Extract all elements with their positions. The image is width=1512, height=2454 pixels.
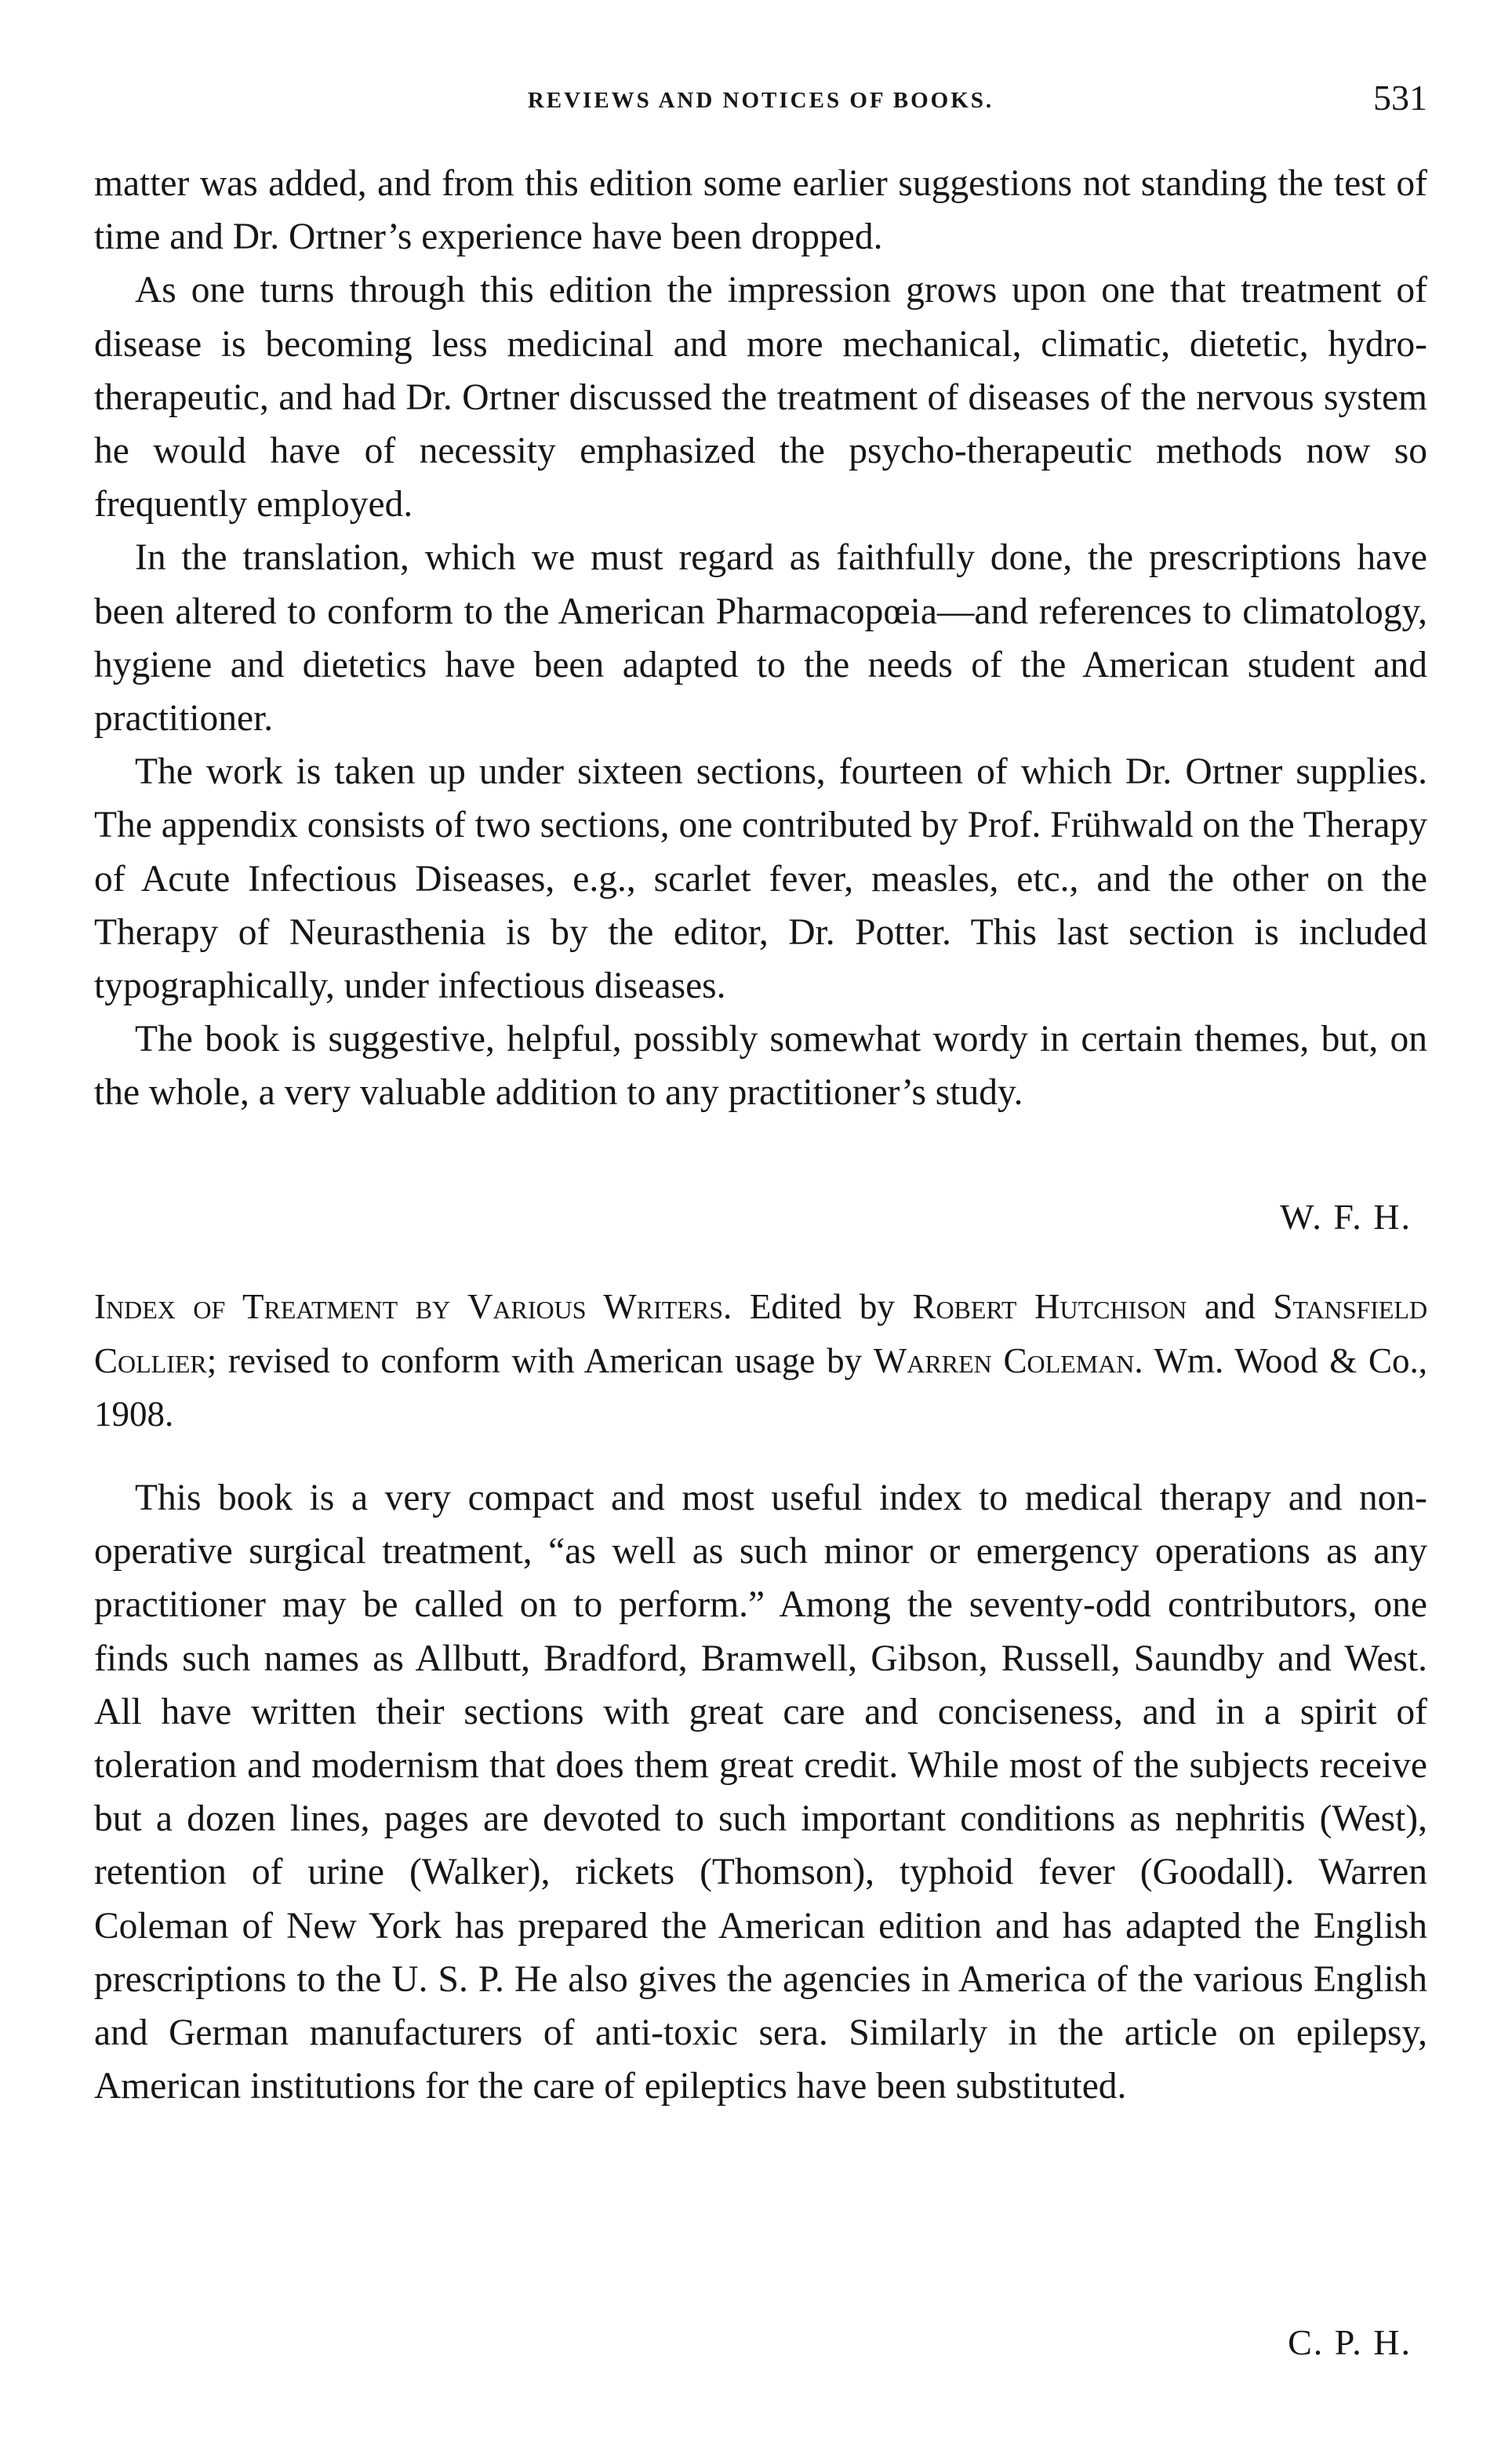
review-2-bibliographic-heading	[94, 1280, 1427, 1441]
review-2-body	[94, 1471, 1427, 2113]
revision-note: ; revised to conform with American usage by	[206, 1340, 863, 1380]
edited-by-label: Edited by	[749, 1287, 895, 1326]
running-head	[94, 77, 1427, 124]
running-title: REVIEWS AND NOTICES OF BOOKS.	[527, 88, 994, 113]
publisher-info: . Wm. Wood & Co., 1908.	[94, 1340, 1427, 1434]
review-2-paragraph: This book is a very compact and most useful index to medical therapy and non-operative surgical treatment, “as well as such minor or emergency operations as any practitioner may be called on to perform.” Among the seventy-odd contributors, one finds such names as Allbutt, Bradford, Bramwell, Gibson, Russell, Saundby and West. All have written their sections with great care and conciseness, and in a spirit of toleration and modernism that does them great credit. While most of the subjects receive but a dozen lines, pages are devoted to such important conditions as nephritis (West), retention of urine (Walker), rickets (Thomson), typhoid fever (Goodall). Warren Coleman of New York has prepared the American edition and has adapted the English prescriptions to the U. S. P. He also gives the agencies in America of the various English and German manufacturers of anti-toxic sera. Similarly in the article on epilepsy, American institutions for the care of epileptics have been substituted.	[94, 1478, 1427, 2107]
editor-name: Stansfield Collier	[94, 1287, 1428, 1380]
review-2-signature: C. P. H.	[1288, 2322, 1412, 2362]
review-1-signature: W. F. H.	[1280, 1197, 1412, 1237]
book-title: Index of Treatment by Various Writers.	[94, 1287, 732, 1326]
reviser-name: Warren Coleman	[873, 1340, 1135, 1380]
editor-name: Robert Hutchison	[912, 1287, 1187, 1326]
review-1-paragraph: The book is suggestive, helpful, possibly somewhat wordy in certain themes, but, on the whole, a very valuable addition to any practitioner’s study.	[94, 1019, 1427, 1114]
page-number: 531	[1373, 78, 1427, 118]
review-1-paragraph: In the translation, which we must regard as faithfully done, the prescriptions have been altered to conform to the American Pharmacopœia—and references to climatology, hygiene and dietetics have been adapted to the needs of the American student and practitioner.	[94, 537, 1427, 740]
review-1-paragraph: matter was added, and from this edition some earlier suggestions not standing the test of time and Dr. Ortner’s experience have been dropped.	[94, 163, 1427, 258]
conjunction: and	[1204, 1287, 1256, 1326]
review-1-paragraph: As one turns through this edition the impression grows upon one that treatment of disease is becoming less medicinal and more mechanical, climatic, dietetic, hydro-therapeutic, and had Dr. Ortner discussed the treatment of diseases of the nervous system he would have of necessity emphasized the psycho-therapeutic methods now so frequently employed.	[94, 270, 1427, 525]
review-1-body	[94, 157, 1427, 1120]
review-1-paragraph: The work is taken up under sixteen sections, fourteen of which Dr. Ortner supplies. The appendix consists of two sections, one contributed by Prof. Frühwald on the Therapy of Acute Infectious Diseases, e.g., scarlet fever, measles, etc., and the other on the Therapy of Neurasthenia is by the editor, Dr. Potter. This last section is included typographically, under infectious diseases.	[94, 751, 1427, 1007]
